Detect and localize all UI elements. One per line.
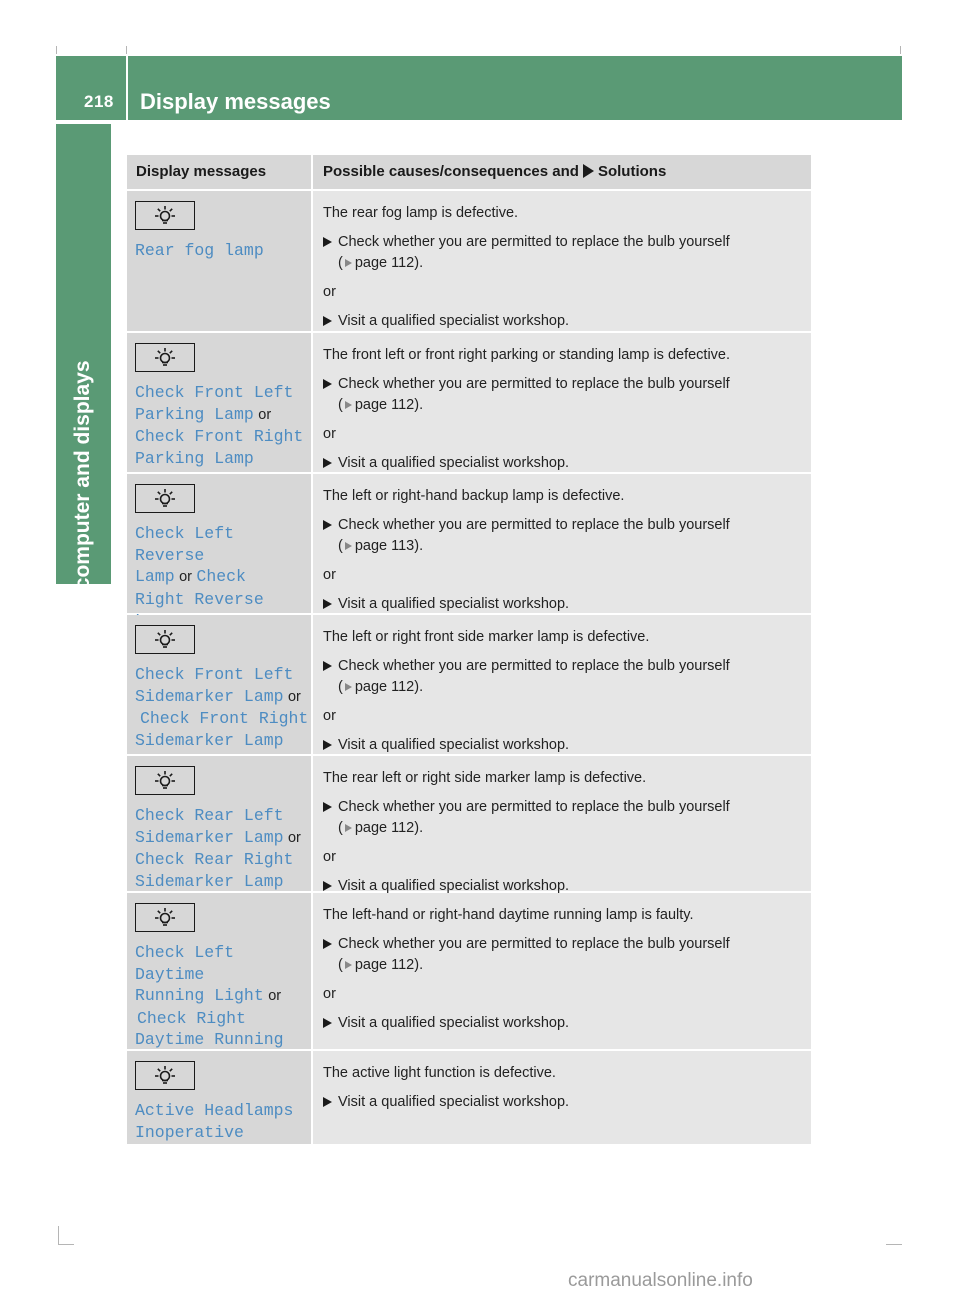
step-text: Check whether you are permitted to replace the bulb yourself	[338, 517, 730, 533]
message-cell	[127, 756, 313, 891]
display-message: Rear fog lamp	[135, 241, 264, 260]
action-arrow-icon	[323, 939, 332, 949]
or-text: or	[323, 426, 336, 442]
display-message: Check Left Daytime Running Light or Check Right Daytime Running	[135, 943, 284, 1050]
crop-mark	[58, 1244, 74, 1245]
display-messages-table	[127, 155, 811, 1144]
page-reference[interactable]: page 113).	[354, 537, 424, 554]
solution-step: Check whether you are permitted to replace the bulb yourself ( page 112).	[323, 656, 811, 697]
solution-cell	[313, 893, 811, 1049]
solution-step	[323, 1092, 811, 1113]
page-reference[interactable]: page 112).	[354, 956, 424, 973]
page-number: 218	[84, 92, 114, 111]
crop-mark	[126, 46, 127, 54]
solution-step	[323, 735, 811, 756]
solution-step	[323, 1013, 811, 1034]
column-header-solutions	[313, 155, 666, 189]
crop-mark	[56, 46, 57, 54]
crop-mark	[900, 46, 901, 54]
display-message: Check Front Left Sidemarker Lamp or Check Front Right Sidemarker Lamp	[135, 665, 309, 750]
chapter-label: On-board computer and displays	[71, 360, 94, 690]
action-arrow-icon	[323, 1018, 332, 1028]
header-divider	[126, 56, 128, 120]
step-text: Check whether you are permitted to replace the bulb yourself	[338, 658, 730, 674]
or-text: or	[323, 849, 336, 865]
or-text: or	[323, 986, 336, 1002]
column-header-solutions-label: Solutions	[597, 163, 667, 180]
page-ref-icon	[345, 683, 352, 691]
display-message: Check Left Reverse Lamp or Check Right Reverse	[135, 524, 264, 609]
solution-step	[323, 876, 811, 897]
cause-text: The front left or front right parking or standing lamp is defective.	[323, 347, 731, 363]
solution-cell	[313, 474, 811, 613]
solution-cell	[313, 756, 811, 894]
table-row	[127, 333, 811, 474]
page-title: Display messages	[140, 89, 331, 114]
solution-step: Check whether you are permitted to replace the bulb yourself ( page 112).	[323, 232, 811, 273]
solution-cell	[313, 333, 811, 472]
lamp-icon	[135, 201, 195, 230]
table-row	[127, 474, 811, 615]
action-arrow-icon	[323, 520, 332, 530]
page-reference[interactable]: page 112).	[354, 254, 424, 271]
lamp-icon	[135, 1061, 195, 1090]
action-arrow-icon	[323, 661, 332, 671]
table-row	[127, 1051, 811, 1144]
table-header	[127, 155, 811, 191]
action-arrow-icon	[323, 599, 332, 609]
solution-cell	[313, 191, 811, 331]
cause-text: The left or right front side marker lamp is defective.	[323, 629, 650, 645]
cause-text: The rear left or right side marker lamp is defective.	[323, 770, 647, 786]
or-text: or	[323, 284, 336, 300]
action-arrow-icon	[323, 740, 332, 750]
solution-step	[323, 453, 811, 474]
cause-text: The rear fog lamp is defective.	[323, 205, 519, 221]
crop-mark	[886, 1244, 902, 1245]
message-cell	[127, 1051, 313, 1144]
action-arrow-icon	[323, 881, 332, 891]
step-text: Visit a qualified specialist workshop.	[338, 313, 570, 329]
step-text: Check whether you are permitted to replace the bulb yourself	[338, 936, 730, 952]
action-arrow-icon	[323, 316, 332, 326]
page-ref-icon	[345, 542, 352, 550]
or-text: or	[323, 567, 336, 583]
watermark: carmanualsonline.info	[568, 1270, 753, 1291]
step-text: Check whether you are permitted to replace the bulb yourself	[338, 799, 730, 815]
lamp-icon	[135, 766, 195, 795]
lamp-icon	[135, 903, 195, 932]
table-row	[127, 756, 811, 893]
step-text: Visit a qualified specialist workshop.	[338, 878, 570, 894]
lamp-icon	[135, 625, 195, 654]
page-ref-icon	[345, 824, 352, 832]
page-reference[interactable]: page 112).	[354, 819, 424, 836]
step-text: Check whether you are permitted to replace the bulb yourself	[338, 234, 730, 250]
table-row	[127, 615, 811, 756]
table-row	[127, 893, 811, 1051]
solution-step: Check whether you are permitted to replace the bulb yourself ( page 112).	[323, 797, 811, 838]
step-text: Visit a qualified specialist workshop.	[338, 596, 570, 612]
action-arrow-icon	[323, 458, 332, 468]
action-arrow-icon	[323, 379, 332, 389]
display-message: Check Rear Left Sidemarker Lamp or Check Rear Right Sidemarker Lamp	[135, 806, 301, 891]
page-ref-icon	[345, 401, 352, 409]
lamp-icon	[135, 343, 195, 372]
lamp-icon	[135, 484, 195, 513]
action-arrow-icon	[323, 802, 332, 812]
solution-step: Check whether you are permitted to replace the bulb yourself ( page 113).	[323, 515, 811, 556]
message-cell	[127, 474, 313, 613]
message-cell	[127, 191, 313, 331]
page-ref-icon	[345, 961, 352, 969]
solution-step: Check whether you are permitted to replace the bulb yourself ( page 112).	[323, 374, 811, 415]
page-reference[interactable]: page 112).	[354, 396, 424, 413]
solution-cell	[313, 1051, 811, 1144]
action-arrow-icon	[583, 164, 594, 178]
solution-step	[323, 311, 811, 332]
solution-step: Check whether you are permitted to replace the bulb yourself ( page 112).	[323, 934, 811, 975]
message-cell	[127, 893, 313, 1049]
column-header-causes: Possible causes/consequences and	[323, 163, 579, 180]
step-text: Visit a qualified specialist workshop.	[338, 737, 570, 753]
display-message: Check Front Left Parking Lamp or Check Front Right Parking Lamp	[135, 383, 304, 468]
step-text: Visit a qualified specialist workshop.	[338, 1094, 570, 1110]
table-row	[127, 191, 811, 333]
column-header-display-messages: Display messages	[127, 155, 313, 189]
display-message: Active Headlamps Inoperative	[135, 1101, 294, 1142]
step-text: Visit a qualified specialist workshop.	[338, 1015, 570, 1031]
page-ref-icon	[345, 259, 352, 267]
cause-text: The left-hand or right-hand daytime running lamp is faulty.	[323, 907, 694, 923]
or-text: or	[323, 708, 336, 724]
solution-step	[323, 594, 811, 615]
cause-text: The active light function is defective.	[323, 1065, 556, 1081]
step-text: Check whether you are permitted to replace the bulb yourself	[338, 376, 730, 392]
crop-mark	[58, 1226, 59, 1244]
page-reference[interactable]: page 112).	[354, 678, 424, 695]
step-text: Visit a qualified specialist workshop.	[338, 455, 570, 471]
message-cell	[127, 615, 313, 754]
action-arrow-icon	[323, 1097, 332, 1107]
action-arrow-icon	[323, 237, 332, 247]
message-cell	[127, 333, 313, 472]
cause-text: The left or right-hand backup lamp is defective.	[323, 488, 625, 504]
solution-cell	[313, 615, 811, 754]
